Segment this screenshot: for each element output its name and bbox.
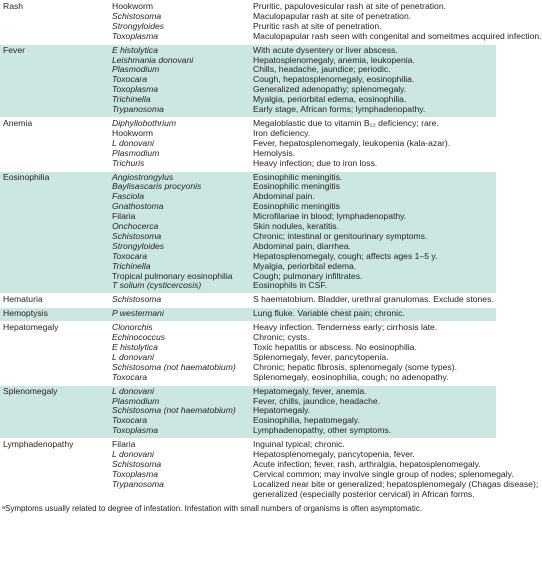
organism-name: Hookworm (112, 1, 154, 11)
organism-cell (109, 385, 250, 439)
organism-name: Trichinella (112, 260, 151, 271)
note-line: Fever, chills, jaundice, headache. (253, 395, 381, 406)
note-line: Abdominal pain. (253, 191, 315, 202)
note-line: Eosinophils in CSF. (253, 280, 328, 291)
note-line: Heavy infection. Tenderness early; cirrhosis late. (253, 322, 438, 333)
note-line: Hepatomegaly, fever, anemia. (253, 385, 367, 396)
organism-cell (109, 322, 250, 385)
organism-name: Schistosoma (112, 230, 162, 241)
condition-cell (0, 294, 109, 308)
table-row (0, 385, 496, 439)
organism-name: Baylisascaris procyonis (112, 181, 202, 192)
organism-name: Plasmodium (112, 395, 160, 406)
table-row (0, 171, 496, 294)
organism-name: Toxoplasma (112, 84, 159, 95)
table-row (0, 294, 496, 308)
note-line: Heavy infection; due to iron loss. (253, 157, 378, 168)
note-line: Hemolysis. (253, 147, 296, 158)
organism-cell (109, 171, 250, 294)
notes-cell (250, 294, 496, 308)
condition-label: Eosinophilia (3, 171, 50, 182)
note-line: generalized (especially posterior cervical) in African forms. (253, 488, 475, 499)
organism-name: Trichinella (112, 94, 151, 105)
organism-name: Filaria (112, 211, 136, 222)
organism-cell (109, 1, 250, 45)
note-line: Generalized adenopathy; splenomegaly. (253, 84, 407, 95)
table-row (0, 1, 496, 45)
organism-name: T solium (cysticercosis) (112, 280, 202, 291)
notes-cell (250, 1, 542, 45)
condition-label: Hepatomegaly (3, 322, 59, 333)
note-line: Megaloblastic due to vitamin B₁₂ deficiency; rare. (253, 117, 439, 128)
note-line: Hepatosplenomegaly, pancytopenia, fever. (253, 449, 415, 460)
note-line: Iron deficiency. (253, 127, 311, 138)
condition-cell (0, 44, 109, 117)
table-row (0, 439, 496, 502)
organism-name: E histolytica (112, 342, 158, 352)
table-row (0, 322, 496, 385)
condition-label: Lymphadenopathy (3, 439, 74, 450)
organism-name: Filaria (112, 439, 136, 450)
note-line: Fever, hepatosplenomegaly, leukopenia (kala-azar). (253, 137, 451, 148)
organism-name: L donovani (112, 137, 154, 148)
organism-name: Plasmodium (112, 64, 160, 75)
notes-cell (250, 308, 496, 322)
note-line: Cough; pulmonary infiltrates. (253, 270, 363, 281)
notes-cell (250, 117, 496, 171)
condition-cell (0, 1, 109, 45)
organism-name: L donovani (112, 351, 154, 362)
organism-name: Diphyllobothrium (112, 117, 177, 128)
organism-name: Toxocara (112, 74, 148, 85)
note-line: Myalgia, periorbital edema. (253, 260, 357, 271)
organism-name: Gnathostoma (112, 201, 164, 212)
condition-label: Rash (3, 1, 24, 11)
note-line: Eosinophilic meningitis (253, 201, 340, 212)
table-row (0, 117, 496, 171)
note-line: Cervical common; may involve single group of nodes; splenomegaly. (253, 468, 514, 479)
notes-cell (250, 171, 496, 294)
note-line: Lymphadenopathy, other symptoms. (253, 425, 392, 436)
condition-cell (0, 171, 109, 294)
note-line: Maculopapular rash at site of penetration. (253, 10, 412, 21)
notes-cell (250, 385, 496, 439)
organism-name: Hookworm (112, 127, 154, 138)
note-line: Pruritic rash at site of penetration. (253, 20, 382, 31)
organism-name: Trypanosoma (112, 104, 164, 115)
note-line: Cough, hepatosplenomegaly, eosinophilia. (253, 74, 415, 85)
organism-name: L donovani (112, 385, 154, 396)
note-line: Microfilariae in blood; lymphadenopathy. (253, 211, 407, 222)
note-line: Splenomegaly, eosinophilia, cough; no adenopathy. (253, 371, 449, 382)
organism-name: Echinococcus (112, 332, 166, 343)
organism-cell (109, 308, 250, 322)
note-line: Chronic; intestinal or genitourinary symptoms. (253, 230, 428, 241)
organism-name: Fasciola (112, 191, 144, 202)
table-row (0, 44, 496, 117)
note-line: Toxic hepatitis or abscess. No eosinophilia. (253, 342, 417, 352)
table-row (0, 308, 496, 322)
organism-name: Plasmodium (112, 147, 160, 158)
note-line: Localized near bite or generalized; hepatosplenomegaly (Chagas disease); (253, 478, 539, 489)
condition-cell (0, 439, 109, 502)
note-line: Eosinophilic meningitis. (253, 171, 343, 182)
organism-name: Schistosoma (112, 294, 162, 305)
notes-cell (250, 439, 539, 502)
note-line: Splenomegaly, fever, pancytopenia. (253, 351, 389, 362)
note-line: Skin nodules, keratitis. (253, 221, 339, 232)
note-line: Myalgia, periorbital edema, eosinophilia. (253, 94, 407, 105)
note-line: Inguinal typical; chronic. (253, 439, 345, 450)
note-line: Hepatosplenomegaly, cough; affects ages 1–5 y. (253, 250, 438, 261)
condition-label: Fever (3, 44, 25, 55)
note-line: Maculopapular rash seen with congenital and someitmes acquired infection. (253, 30, 542, 41)
condition-label: Anemia (3, 117, 33, 128)
organism-name: L donovani (112, 449, 154, 460)
organism-name: Toxoplasma (112, 30, 159, 41)
notes-cell (250, 322, 496, 385)
organism-name: Strongyloides (112, 240, 165, 251)
table-footnote: ᵃSymptoms usually related to degree of infestation. Infestation with small numbers of organisms is often asymptomatic. (2, 503, 423, 513)
condition-label: Hematuria (3, 294, 43, 305)
organism-name: Toxocara (112, 250, 148, 261)
note-line: Hepatomegaly. (253, 405, 311, 416)
note-line: Hepatosplenomegaly, anemia, leukopenia. (253, 54, 415, 65)
note-line: Eosinophilic meningitis (253, 181, 340, 192)
condition-cell (0, 322, 109, 385)
organism-cell (109, 44, 250, 117)
note-line: S haematobium. Bladder, urethral granulomas. Exclude stones. (253, 294, 494, 305)
organism-name: Onchocerca (112, 221, 159, 232)
organism-name: Strongyloides (112, 20, 165, 31)
organism-name: Toxocara (112, 371, 148, 382)
organism-name: P westermani (112, 308, 164, 319)
organism-name: Schistosoma (not haematobium) (112, 361, 236, 372)
organism-name: Trichuris (112, 157, 145, 168)
organism-cell (109, 117, 250, 171)
note-line: Early stage, African forms; lymphadenopathy. (253, 104, 426, 115)
note-line: Lung fluke. Variable chest pain; chronic. (253, 308, 405, 319)
note-line: Abdominal pain, diarrhea. (253, 240, 351, 251)
symptoms-table-body (0, 1, 542, 502)
organism-name: Schistosoma (112, 10, 162, 21)
condition-cell (0, 308, 109, 322)
notes-cell (250, 44, 496, 117)
note-line: Chronic; cysts. (253, 332, 310, 343)
organism-name: Schistosoma (112, 458, 162, 469)
note-line: Chills, headache, jaundice; periodic. (253, 64, 391, 75)
condition-cell (0, 385, 109, 439)
organism-cell (109, 294, 250, 308)
condition-label: Splenomegaly (3, 385, 58, 396)
note-line: Acute infection; fever, rash, arthralgia, hepatosplenomegaly. (253, 458, 481, 469)
condition-label: Hemoptysis (3, 308, 48, 319)
note-line: With acute dysentery or liver abscess. (253, 44, 398, 55)
note-line: Chronic; hepatic fibrosis, splenomegaly (some types). (253, 361, 457, 372)
organism-name: Schistosoma (not haematobium) (112, 405, 236, 416)
note-line: Eosinophilia, hepatomegaly. (253, 415, 360, 426)
organism-name: Toxoplasma (112, 468, 159, 479)
organism-name: Toxocara (112, 415, 148, 426)
organism-name: Leishmania donovani (112, 54, 194, 65)
organism-name: Toxoplasma (112, 425, 159, 436)
condition-cell (0, 117, 109, 171)
organism-name: Tropical pulmonary eosinophilia (112, 270, 233, 281)
note-line: Pruritic, papulovesicular rash at site of penetration. (253, 1, 446, 11)
organism-name: Trypanosoma (112, 478, 164, 489)
organism-cell (109, 439, 250, 502)
organism-name: Clonorchis (112, 322, 153, 333)
organism-name: Angiostrongylus (112, 171, 174, 182)
organism-name: E histolytica (112, 44, 158, 55)
